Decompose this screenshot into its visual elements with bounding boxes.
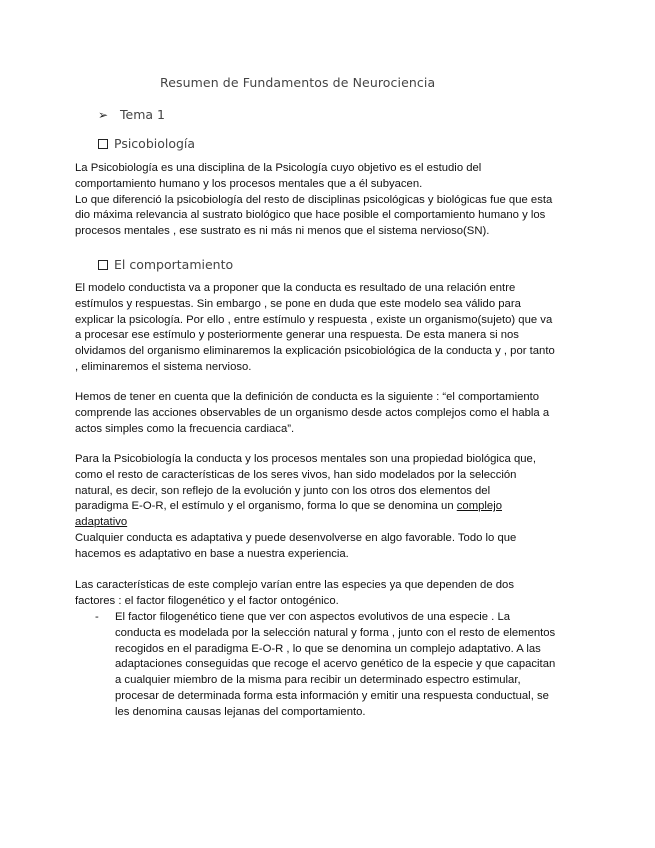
text-line: Las características de este complejo varían entre las especies ya que dependen de dos [75,579,514,591]
paragraph-caracteristicas-complejo [75,578,585,610]
text-line: hacemos es adaptativo en base a nuestra experiencia. [75,547,349,560]
complejo-adaptativo-link[interactable]: complejo [456,500,502,513]
section-heading-label: El comportamiento [114,257,234,272]
tema-heading [98,107,165,122]
paragraph-propiedad-biologica [75,452,585,563]
text-line: factores : el factor filogenético y el factor ontogénico. [75,594,339,607]
text-line: procesar de determinada forma esta información y emitir una respuesta conductual, se [115,689,549,702]
text-line: adaptaciones conseguidas que recoge el acervo genético de la especie y que capacitan [115,658,556,671]
arrow-bullet-icon: ➢ [98,107,109,122]
text-line: comportamiento humano y los procesos mentales que a él subyacen. [75,177,423,190]
text-line: a cualquier miembro de la misma para recibir un determinado espectro estimular, [115,674,521,687]
text-line: a procesar ese estímulo y posteriormente generar una respuesta. De esta manera si nos [75,329,519,342]
text-line: como el resto de características de los seres vivos, han sido modelados por la selección [75,468,517,481]
section-heading-comportamiento [98,257,233,272]
text-line: Lo que diferenció la psicobiología del resto de disciplinas psicológicas y biológicas fue que esta [75,193,553,206]
paragraph-psicobiologia [75,161,585,240]
text-line: actos simples como la frecuencia cardiaca”. [75,422,295,435]
text-line: La Psicobiología es una disciplina de la Psicología cuyo objetivo es el estudio del [75,162,482,174]
complejo-adaptativo-link[interactable]: adaptativo [75,516,128,529]
text-line: , eliminaremos el sistema nervioso. [75,360,252,373]
text-line: les denomina causas lejanas del comportamiento. [115,705,366,718]
section-heading-psicobiologia [98,136,195,151]
text-line [75,499,585,515]
text-span: paradigma E-O-R, el estímulo y el organismo, forma lo que se denomina un [75,500,457,513]
text-line: comprende las acciones observables de un organismo desde actos complejos como el habla a [75,406,550,419]
checkbox-bullet-icon [98,139,108,149]
text-line: conducta es modelada por la selección natural y forma , junto con el resto de elementos [115,626,556,639]
text-line: procesos mentales , ese sustrato es ni más ni menos que el sistema nervioso(SN). [75,225,490,238]
text-line: natural, es decir, son reflejo de la evolución y junto con los otros dos elementos del [75,484,491,497]
text-line: olvidamos del organismo eliminaremos la explicación psicobiológica de la conducta y , por tanto [75,345,555,358]
text-line [75,515,585,531]
list-item-factor-filogenetico [115,610,595,721]
paragraph-definicion-conducta [75,390,585,437]
text-line: recogidos en el paradigma E-O-R , lo que se denomina un complejo adaptativo. A las [115,642,541,655]
text-line: El factor filogenético tiene que ver con aspectos evolutivos de una especie . La [115,611,511,623]
text-line: Cualquier conducta es adaptativa y puede desenvolverse en algo favorable. Todo lo que [75,531,517,544]
checkbox-bullet-icon [98,260,108,270]
section-heading-label: Psicobiología [114,136,196,151]
text-line: El modelo conductista va a proponer que la conducta es resultado de una relación entre [75,282,516,294]
paragraph-modelo-conductista [75,281,585,376]
text-line: Para la Psicobiología la conducta y los procesos mentales son una propiedad biológica que, [75,453,536,465]
text-line: estímulos y respuestas. Sin embargo , se pone en duda que este modelo sea válido para [75,297,521,310]
text-line: explicar la psicología. Por ello , entre estímulo y respuesta , existe un organismo(sujeto) que va [75,313,553,326]
list-bullet-dash: - [95,611,99,623]
tema-label: Tema 1 [120,107,165,122]
document-title: Resumen de Fundamentos de Neurociencia [160,75,436,90]
text-line: dio máxima relevancia al sustrato biológico que hace posible el comportamiento humano y los [75,209,546,222]
text-line: Hemos de tener en cuenta que la definición de conducta es la siguiente : “el comportamiento [75,391,540,403]
